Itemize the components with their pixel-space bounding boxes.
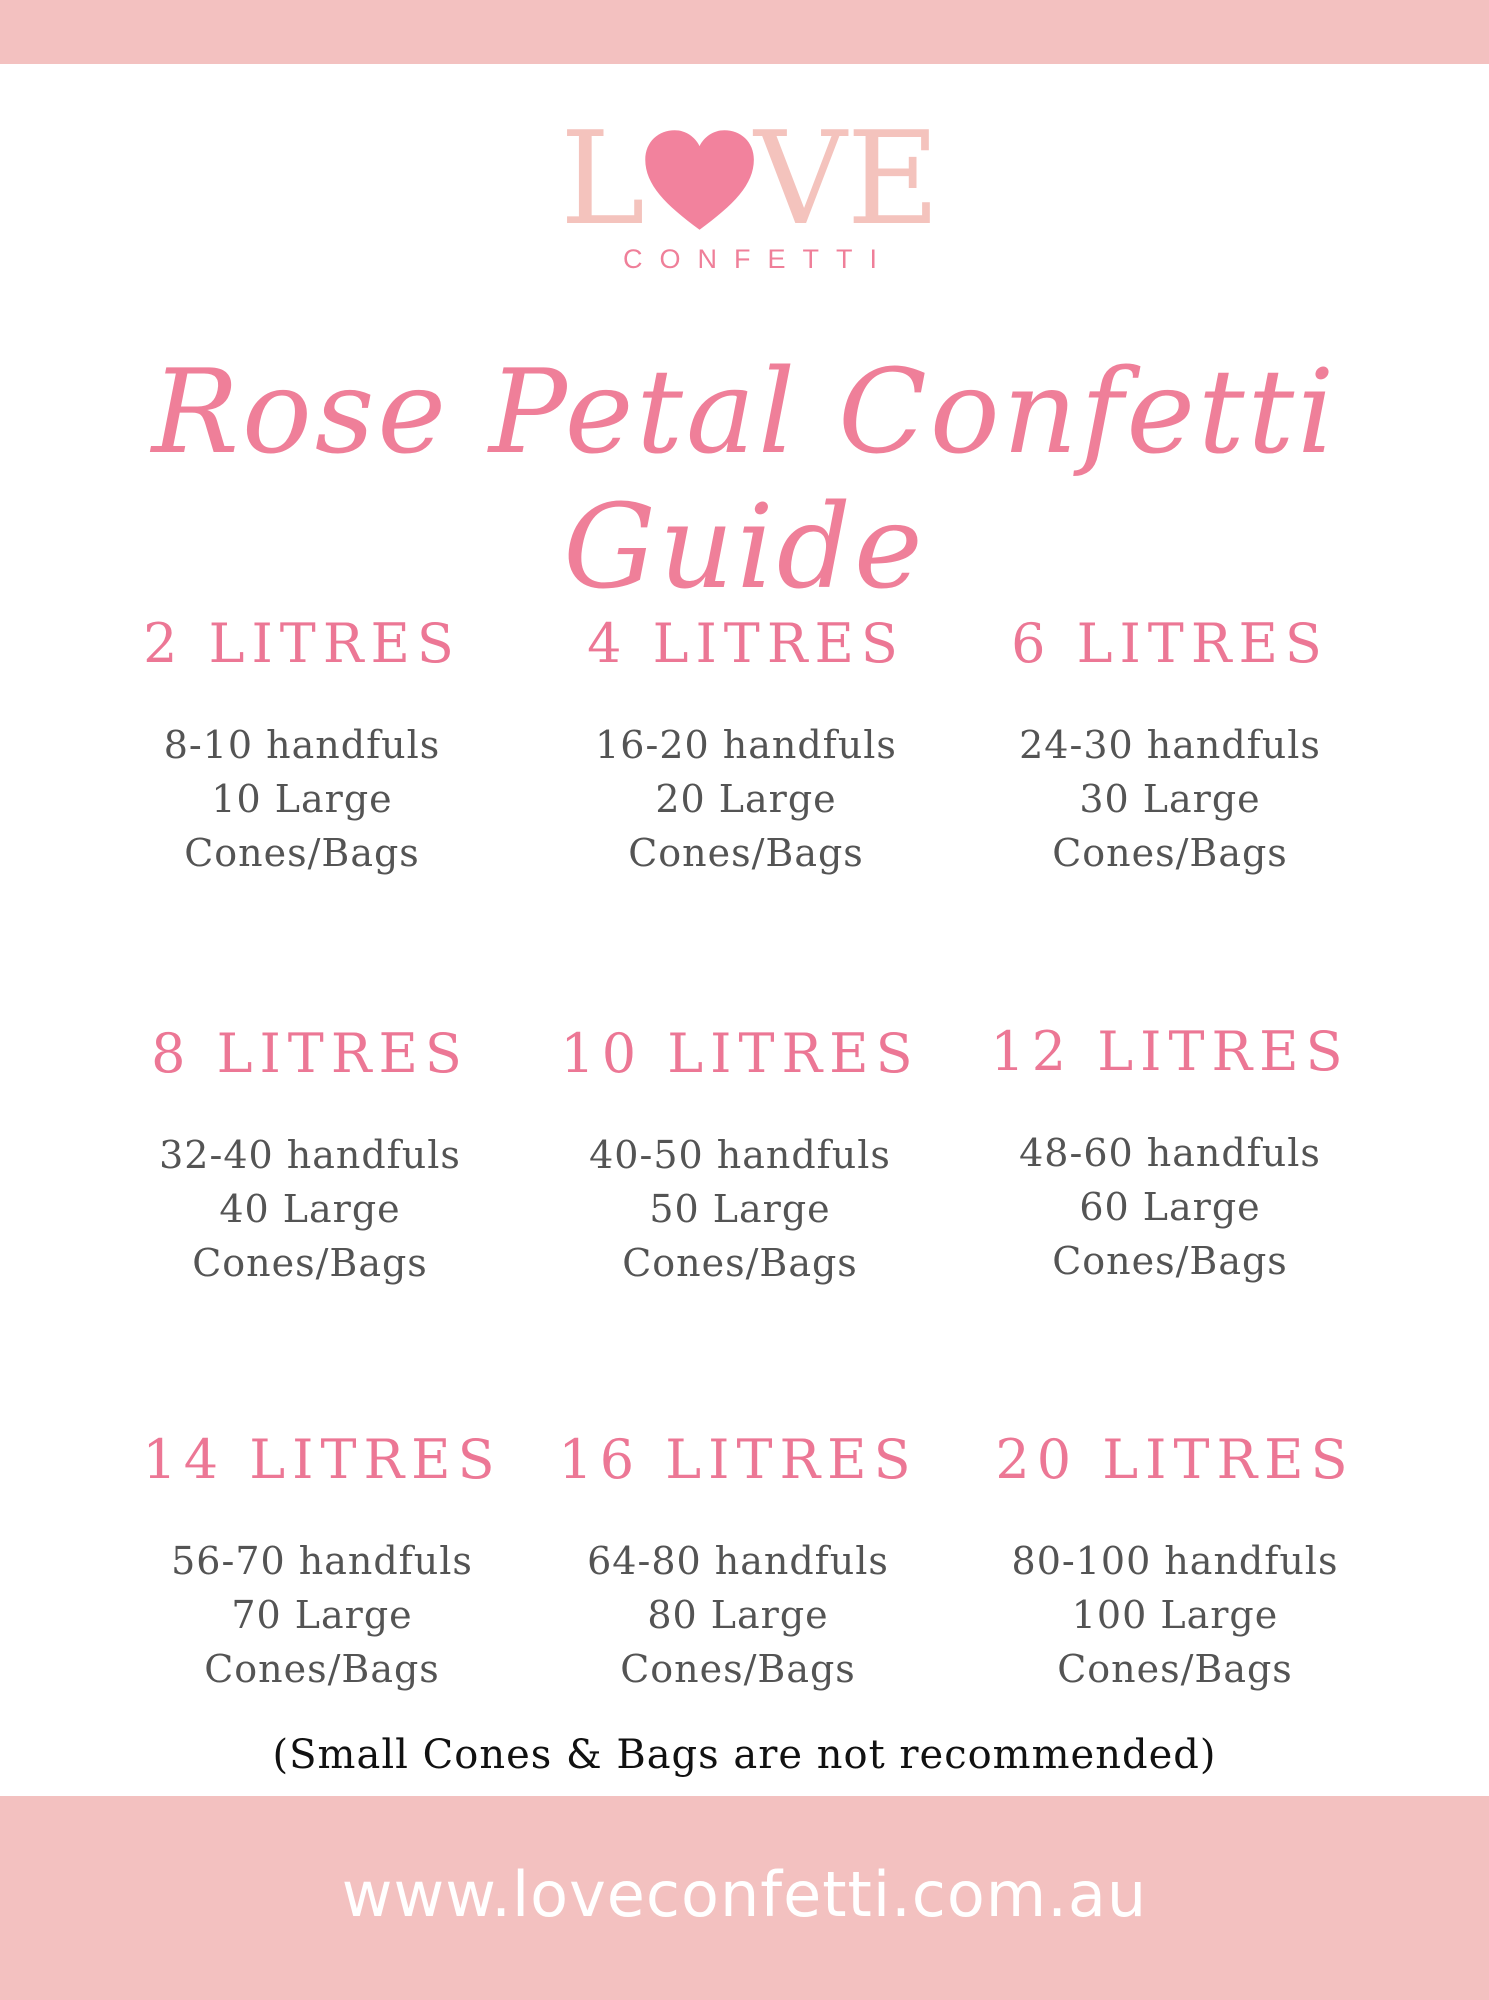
size-type: Cones/Bags — [620, 1647, 856, 1691]
size-volume: 10 LITRES — [560, 1022, 920, 1085]
size-large: 30 Large — [1079, 777, 1261, 821]
size-type: Cones/Bags — [184, 831, 420, 875]
size-handfuls: 24-30 handfuls — [1019, 723, 1321, 767]
heart-icon — [643, 125, 756, 235]
size-large: 40 Large — [219, 1187, 401, 1231]
size-large: 20 Large — [655, 777, 837, 821]
size-details — [965, 1534, 1385, 1696]
size-details — [536, 718, 956, 880]
size-handfuls: 80-100 handfuls — [1011, 1539, 1339, 1583]
size-details — [92, 718, 512, 880]
size-handfuls: 40-50 handfuls — [589, 1133, 891, 1177]
size-card — [530, 1022, 950, 1290]
size-type: Cones/Bags — [192, 1241, 428, 1285]
size-type: Cones/Bags — [1057, 1647, 1293, 1691]
size-large: 80 Large — [647, 1593, 829, 1637]
size-details — [530, 1128, 950, 1290]
size-type: Cones/Bags — [1052, 831, 1288, 875]
size-type: Cones/Bags — [628, 831, 864, 875]
size-large: 50 Large — [649, 1187, 831, 1231]
size-card — [960, 1020, 1380, 1288]
size-details — [960, 1126, 1380, 1288]
top-band — [0, 0, 1489, 64]
size-handfuls: 16-20 handfuls — [595, 723, 897, 767]
recommendation-note: (Small Cones & Bags are not recommended) — [272, 1732, 1217, 1778]
size-volume: 20 LITRES — [995, 1428, 1355, 1491]
size-handfuls: 48-60 handfuls — [1019, 1131, 1321, 1175]
logo-letter-l: L — [560, 105, 645, 254]
size-volume: 6 LITRES — [1011, 612, 1329, 675]
logo-wordmark — [560, 105, 940, 254]
size-details — [528, 1534, 948, 1696]
logo — [560, 105, 940, 280]
size-handfuls: 8-10 handfuls — [163, 723, 441, 767]
size-card — [528, 1428, 948, 1696]
page-title: Rose Petal Confetti Guide — [151, 345, 1338, 615]
size-volume: 14 LITRES — [142, 1428, 502, 1491]
size-type: Cones/Bags — [1052, 1239, 1288, 1283]
logo-letters-ve: VE — [754, 105, 940, 254]
size-details — [960, 718, 1380, 880]
size-handfuls: 64-80 handfuls — [587, 1539, 889, 1583]
size-volume: 2 LITRES — [143, 612, 461, 675]
size-details — [112, 1534, 532, 1696]
size-large: 60 Large — [1079, 1185, 1261, 1229]
size-type: Cones/Bags — [204, 1647, 440, 1691]
website-link[interactable]: www.loveconfetti.com.au — [341, 1858, 1148, 1931]
size-card — [112, 1428, 532, 1696]
size-handfuls: 32-40 handfuls — [159, 1133, 461, 1177]
size-card — [92, 612, 512, 880]
size-handfuls: 56-70 handfuls — [171, 1539, 473, 1583]
size-card — [965, 1428, 1385, 1696]
size-card — [100, 1022, 520, 1290]
size-type: Cones/Bags — [622, 1241, 858, 1285]
size-card — [960, 612, 1380, 880]
logo-subtitle: CONFETTI — [623, 244, 894, 274]
size-large: 70 Large — [231, 1593, 413, 1637]
size-details — [100, 1128, 520, 1290]
size-card — [536, 612, 956, 880]
size-volume: 16 LITRES — [558, 1428, 918, 1491]
size-volume: 4 LITRES — [587, 612, 905, 675]
size-volume: 12 LITRES — [990, 1020, 1350, 1083]
size-volume: 8 LITRES — [151, 1022, 469, 1085]
size-large: 10 Large — [211, 777, 393, 821]
size-large: 100 Large — [1071, 1593, 1279, 1637]
